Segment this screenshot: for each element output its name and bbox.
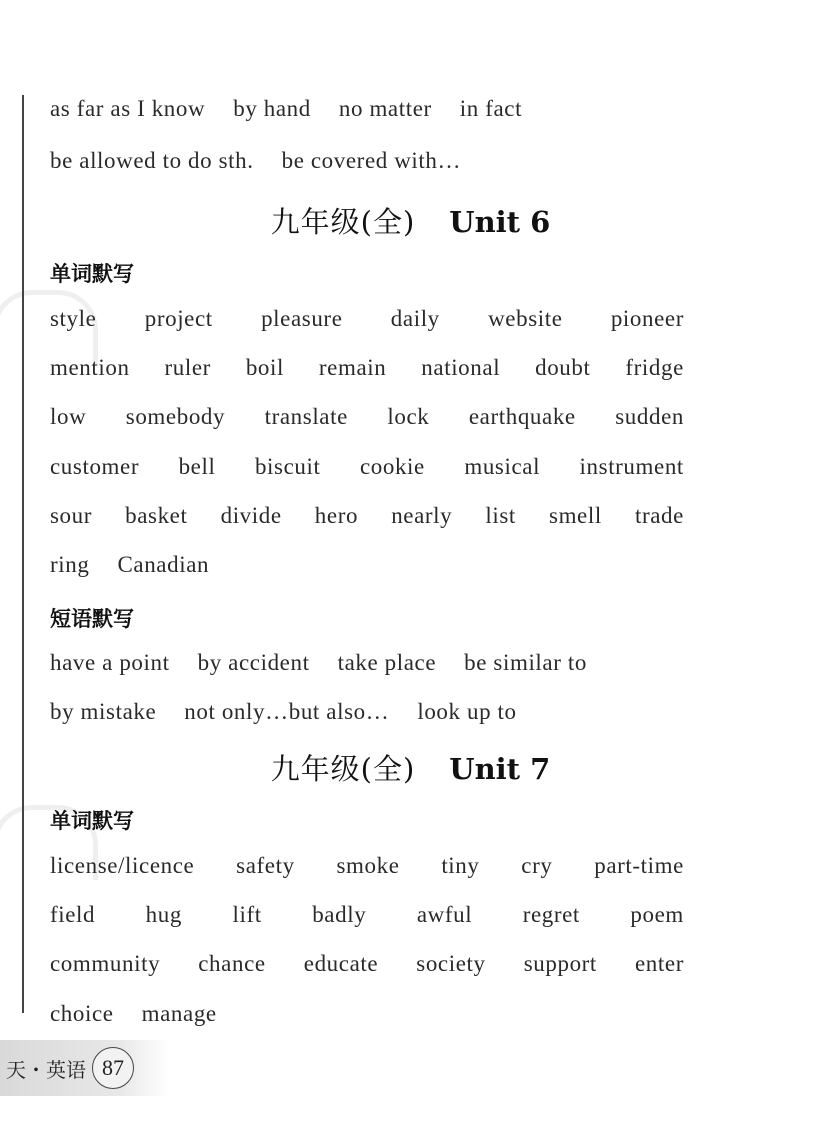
vocab-item: society	[416, 951, 486, 977]
grade-label: 九年级(全)	[270, 205, 416, 239]
vocab-item: community	[50, 951, 161, 977]
unit-heading	[0, 747, 821, 788]
vocab-item: lock	[387, 404, 430, 430]
vocab-item: pioneer	[610, 306, 684, 331]
vocab-item: low	[50, 404, 87, 430]
vocab-item: boil	[245, 355, 285, 381]
vocab-item: cry	[521, 853, 553, 878]
vocab-item: safety	[236, 853, 295, 878]
grade-label: 九年级(全)	[270, 752, 416, 786]
page-footer	[0, 1040, 170, 1096]
vocab-item: sour	[50, 502, 93, 528]
vocab-item: instrument	[579, 453, 684, 479]
vocab-item: chance	[198, 951, 266, 977]
vocab-item: part-time	[594, 853, 684, 878]
vocab-item: musical	[464, 453, 541, 479]
vocab-item: take place	[337, 650, 437, 675]
vocab-row	[50, 650, 801, 676]
vocab-item: support	[523, 951, 597, 977]
vocab-item: be allowed to do sth.	[50, 148, 254, 173]
vocab-item: no matter	[338, 96, 432, 121]
unit-heading	[0, 200, 821, 241]
vocab-item: project	[144, 306, 213, 331]
vocab-item: license/licence	[50, 853, 195, 878]
vocab-item: hero	[314, 502, 359, 528]
vocab-item: poem	[630, 902, 684, 928]
vocab-row	[50, 552, 801, 578]
vocab-item: Canadian	[117, 552, 210, 577]
vocab-row	[50, 355, 684, 381]
vocab-item: biscuit	[254, 453, 321, 479]
vocab-item: awful	[416, 902, 473, 928]
vocab-item: style	[50, 306, 97, 331]
vocab-item: list	[485, 502, 516, 528]
vocab-item: manage	[141, 1000, 217, 1026]
vocab-item: be similar to	[464, 650, 587, 675]
vocab-item: pleasure	[261, 306, 343, 331]
vocab-row	[50, 306, 684, 332]
vocab-item: be covered with…	[281, 148, 462, 173]
vocab-item: smoke	[336, 853, 400, 878]
vocab-item: ruler	[164, 355, 211, 381]
vocab-item: divide	[220, 502, 282, 528]
vocab-item: choice	[50, 1000, 114, 1026]
vocab-item: tiny	[441, 853, 480, 878]
vocab-row	[50, 503, 684, 529]
vocab-row	[50, 699, 801, 725]
vocab-item: regret	[522, 902, 580, 928]
unit-title: Unit 6	[449, 205, 551, 239]
vocab-item: have a point	[50, 650, 170, 675]
vocab-row	[50, 951, 684, 977]
vocab-item: ring	[50, 552, 90, 577]
vocab-item: lift	[232, 902, 262, 928]
vocab-item: somebody	[125, 404, 226, 430]
vocab-row	[50, 404, 684, 430]
vocab-item: doubt	[535, 355, 591, 381]
vocab-item: as far as I know	[50, 96, 206, 121]
vocab-item: bell	[178, 453, 216, 479]
vocab-item: field	[50, 902, 96, 928]
vocab-item: fridge	[625, 355, 684, 381]
vocab-item: hug	[145, 902, 182, 928]
vocab-item: mention	[50, 355, 130, 381]
vocab-item: remain	[318, 355, 387, 381]
vocab-item: nearly	[391, 502, 453, 528]
vocab-item: educate	[303, 951, 379, 977]
footer-text: 天・英语	[6, 1057, 86, 1082]
vocab-item: smell	[549, 502, 602, 528]
vocab-row	[50, 902, 684, 928]
vocab-item: earthquake	[468, 404, 576, 430]
vocab-row	[50, 853, 684, 879]
vocab-item: trade	[634, 502, 684, 528]
vocab-item: website	[488, 306, 563, 331]
vocab-item: daily	[390, 306, 440, 331]
words-section-label: 单词默写	[50, 809, 134, 833]
vocab-item: cookie	[359, 453, 425, 479]
phrases-section-label: 短语默写	[50, 607, 134, 631]
vocab-row	[50, 454, 684, 480]
page-number: 87	[92, 1047, 134, 1089]
vocab-item: look up to	[417, 699, 517, 724]
phrase-row	[50, 96, 801, 122]
vocab-item: sudden	[615, 404, 684, 430]
vocab-item: national	[421, 355, 501, 381]
vocab-item: customer	[50, 453, 140, 479]
vocab-item: basket	[125, 502, 188, 528]
vocab-item: by accident	[197, 650, 310, 675]
unit-title: Unit 7	[449, 752, 551, 786]
vocab-item: not only…but also…	[184, 699, 390, 724]
vocab-item: enter	[635, 951, 684, 977]
words-section-label: 单词默写	[50, 262, 134, 286]
vocab-row	[50, 1001, 801, 1027]
vocab-item: by hand	[233, 96, 311, 121]
vocab-item: badly	[312, 902, 367, 928]
vocab-item: by mistake	[50, 699, 157, 724]
vocab-item: in fact	[459, 96, 523, 121]
phrase-row	[50, 148, 801, 174]
vocab-item: translate	[264, 404, 348, 430]
